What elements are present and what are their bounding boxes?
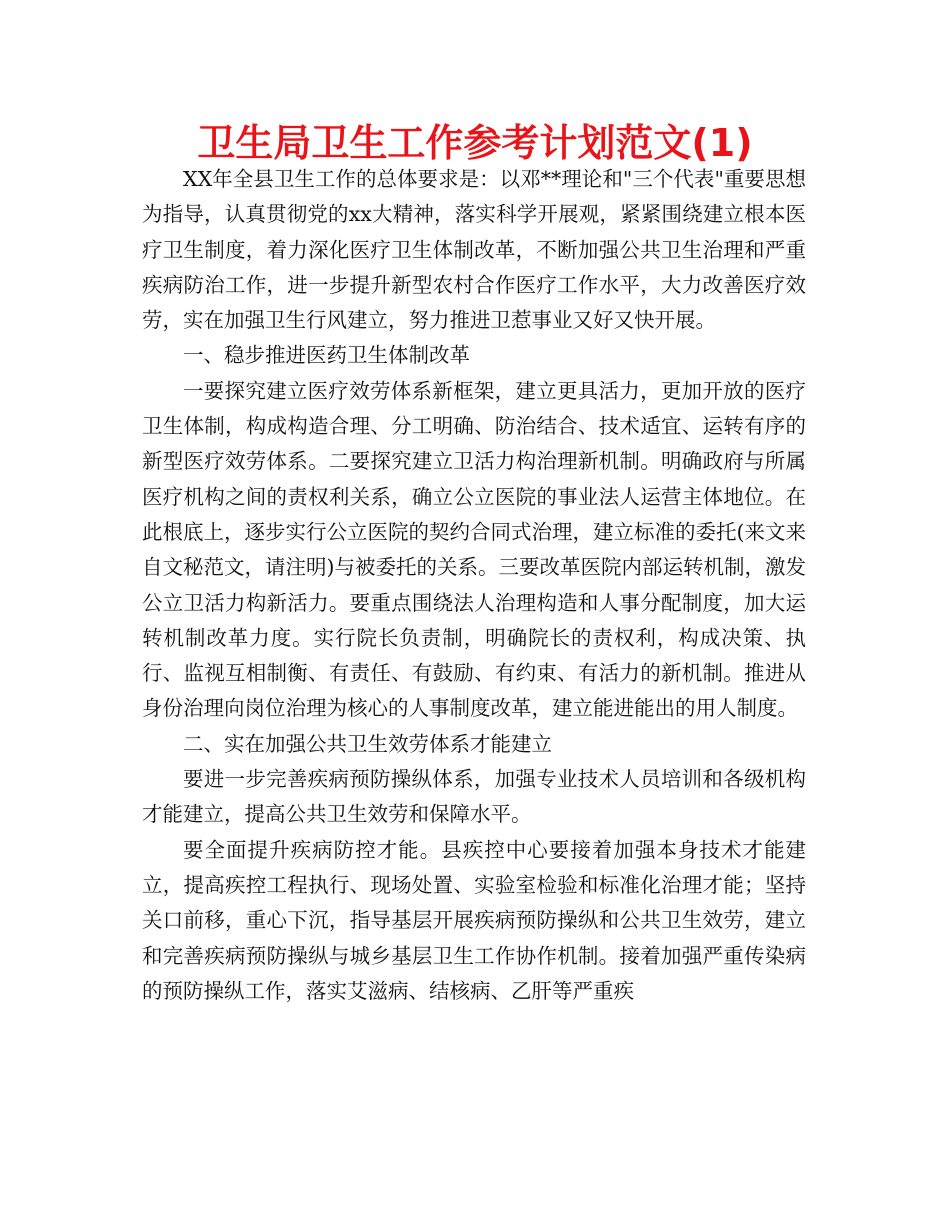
section-heading-1: 一、稳步推进医药卫生体制改革: [183, 343, 470, 368]
paragraph-intro: XX年全县卫生工作的总体要求是：以邓**理论和"三个代表"重要思想为指导，认真贯彻党的xx大精神，落实科学开展观，紧紧围绕建立根本医疗卫生制度，着力深化医疗卫生体制改革，不断加强公共卫生治理和严重疾病防治工作，进一步提升新型农村合作医疗工作水平，大力改善医疗效劳，实在加强卫生行风建立，努力推进卫惹事业又好又快开展。: [142, 167, 806, 333]
document-body: [142, 162, 806, 1009]
section-heading-2: 二、实在加强公共卫生效劳体系才能建立: [183, 731, 552, 756]
paragraph-disease-control: 要全面提升疾病防控才能。县疾控中心要接着加强本身技术才能建立，提高疾控工程执行、现场处置、实验室检验和标准化治理才能；坚持关口前移，重心下沉，指导基层开展疾病预防操纵和公共卫生效劳，建立和完善疾病预防操纵与城乡基层卫生工作协作机制。接着加强严重传染病的预防操纵工作，落实艾滋病、结核病、乙肝等严重疾: [142, 837, 806, 1003]
document-title: 卫生局卫生工作参考计划范文(1): [197, 121, 753, 165]
paragraph-public-health: 要进一步完善疾病预防操纵体系，加强专业技术人员培训和各级机构才能建立，提高公共卫生效劳和保障水平。: [142, 767, 806, 827]
paragraph-reform: 一要探究建立医疗效劳体系新框架，建立更具活力，更加开放的医疗卫生体制，构成构造合理、分工明确、防治结合、技术适宜、运转有序的新型医疗效劳体系。二要探究建立卫活力构治理新机制。明确政府与所属医疗机构之间的责权利关系，确立公立医院的事业法人运营主体地位。在此根底上，逐步实行公立医院的契约合同式治理，建立标准的委托(来文来自文秘范文，请注明)与被委托的关系。三要改革医院内部运转机制，激发公立卫活力构新活力。要重点围绕法人治理构造和人事分配制度，加大运转机制改革力度。实行院长负责制，明确院长的责权利，构成决策、执行、监视互相制衡、有责任、有鼓励、有约束、有活力的新机制。推进从身份治理向岗位治理为核心的人事制度改革，建立能进能出的用人制度。: [142, 378, 806, 721]
